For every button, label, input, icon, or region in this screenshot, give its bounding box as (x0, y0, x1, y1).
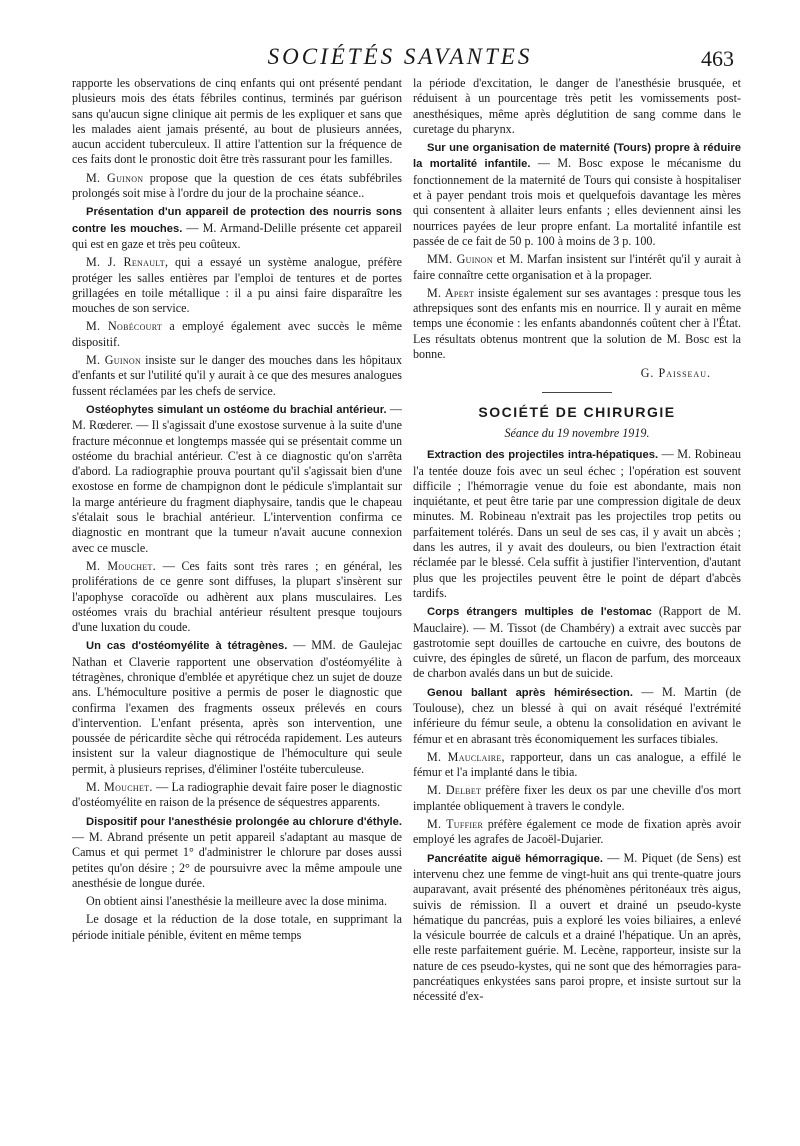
page-header (60, 40, 740, 80)
paragraph-text: — M. Robineau l'a tentée douze fois avec un seul échec ; l'opération est souvent difficile ; l'hémorragie venue du foie est abondante, mais non inquiétante, et peut être tarie par une compression digitale de deux minutes. M. Robineau n'extrait pas les projectiles trop petits ou parfaitement tolérés. Dans un seul de ses cas, il y avait un abcès ; dans les autres, il y avait des douleurs, ou bien l'extraction était réclamée par le blessé. Cela suffit à justifier l'intervention, d'autant plus que les projectiles peuvent être le point de départ d'abcès tardifs. (413, 447, 742, 600)
paragraph (72, 255, 402, 316)
speaker-name: M. J. Renault (86, 255, 165, 270)
paragraph-text: préfère également ce mode de fixation après avoir employé les agrafes de Jacoël-Dujarier. (413, 817, 741, 847)
paragraph (413, 286, 741, 362)
paragraph-text: Le dosage et la réduction de la dose totale, en supprimant la période initiale pénible, évitent en même temps (72, 912, 402, 942)
paragraph (72, 894, 402, 909)
paragraph (72, 638, 402, 777)
paragraph-text: — M. Armand-Delille présente cet appareil qui est en gaze et très peu coûteux. (72, 220, 402, 251)
paragraph (413, 76, 741, 137)
paragraph-text: — Ces faits sont très rares ; en général, les proliférations de ce genre sont diffuses, la plupart s'insèrent sur l'apophyse coracoïde ou adhèrent aux plans musculaires. Les ostéomes vrais du brachial antérieur résultent presque toujours d'une luxation du coude. (72, 558, 402, 635)
paragraph (413, 252, 741, 283)
paragraph-text: On obtient ainsi l'anesthésie la meilleure avec la dose minima. (86, 894, 388, 909)
section-title: SOCIÉTÉ DE CHIRURGIE (478, 403, 676, 420)
speaker-name: M. Delbet (427, 783, 482, 798)
left-column (72, 76, 402, 946)
paragraph-text: insiste sur le danger des mouches dans les hôpitaux d'enfants et sur l'utilité qu'il y aurait à ce que des mesures analogues fussent réclamées par les chefs de service. (72, 353, 402, 398)
section-divider (542, 392, 612, 393)
speaker-name: M. Mouchet. (86, 780, 153, 795)
speaker-name: M. Guinon (86, 170, 144, 185)
paragraph-text: — M. Bosc expose le mécanisme du fonctionnement de la maternité de Tours qui consiste à hospitaliser et à payer pendant trois mois et quelquefois davantage les mères qui consentent à allaiter leurs enfants ; elles deviennent ainsi les nourrices payées de leur propre enfant. La mortalité infantile est passée de ce fait de 50 p. 100 à moins de 3 p. 100. (413, 156, 741, 248)
paragraph-heading: Ostéophytes simulant un ostéome du brachial antérieur. (86, 403, 387, 416)
paragraph-text: — M. Rœderer. — Il s'agissait d'une exostose survenue à la suite d'une fracture méconnue et longtemps massée qui se présentait comme un ostéome du brachial antérieur. C'est à ce diagnostic qu'on s'arrêta d'abord. La radiographie prouva pourtant qu'il s'agissait bien d'une exostose en forme de champignon dont le pédicule s'implantait sur la marge antérieure du fragment diaphysaire, tandis que le chapeau s'étalait sous le brachial antérieur. L'intervention confirma ce diagnostic en montrant que la tumeur n'avait aucune connexion avec ce muscle. (72, 401, 402, 555)
seance-date: Séance du 19 novembre 1919. (504, 425, 650, 440)
speaker-name: M. Mauclaire (427, 749, 502, 764)
paragraph (72, 780, 402, 811)
right-column-bottom (413, 447, 741, 1004)
paragraph (413, 817, 741, 848)
paragraph-text: la période d'excitation, le danger de l'anesthésie brusquée, et réduisent à un pourcentage très petit les vomissements post-anesthésiques, même après déglutition de sang comme dans le curetage du pharynx. (413, 76, 741, 136)
paragraph-text: propose que la question de ces états subfébriles prolongés soit mise à l'ordre du jour de la prochaine séance.. (72, 170, 402, 201)
paragraph (72, 204, 402, 252)
speaker-name: M. Mouchet. (86, 558, 156, 573)
page-number: 463 (701, 46, 734, 71)
paragraph-text: rapporte les observations de cinq enfants qui ont présenté pendant plusieurs mois des états fébriles continus, terminés par guérison sans qu'aucun signe clinique ait permis de les expliquer et sans que les malades aient jamais présenté, au bout de plusieurs années, aucun accident tuberculeux. Il attire l'attention sur la fréquence de ces faits dont le pronostic doit être très rassurant pour les familles. (72, 76, 402, 167)
paragraph (72, 171, 402, 202)
paragraph-text: — M. Abrand présente un petit appareil s'adaptant au masque de Camus et qui permet 1° d'administrer le chlorure par doses aussi petites qu'on désire ; 2° de poursuivre avec la même ampoule une anesthésie de longue durée. (72, 829, 402, 890)
paragraph (413, 140, 741, 249)
paragraph (413, 851, 741, 1005)
paragraph-text: — M. Martin (de Toulouse), chez un blessé à qui on avait réséqué l'extrémité inférieure du fémur seule, a obtenu la consolidation en avivant le fémur et en abrasant très économiquement les surfaces tibiales. (413, 684, 742, 746)
paragraph-heading: Pancréatite aiguë hémorragique. (427, 852, 603, 865)
speaker-name: M. Nobécourt (86, 319, 163, 334)
paragraph (413, 783, 741, 814)
paragraph-heading: Sur une organisation de maternité (Tours) propre à réduire la mortalité infantile. (413, 142, 741, 171)
paragraph-text: , rapporteur, dans un cas analogue, a effilé le fémur et l'a implanté dans le tibia. (413, 749, 741, 780)
paragraph (413, 750, 741, 781)
paragraph (72, 76, 402, 168)
paragraph (413, 447, 741, 601)
speaker-name: MM. Guinon (427, 252, 493, 267)
paragraph (72, 559, 402, 635)
paragraph-heading: Présentation d'un appareil de protection des nourris sons contre les mouches. (72, 206, 402, 235)
paragraph-heading: Corps étrangers multiples de l'estomac (427, 606, 652, 619)
paragraph (72, 402, 402, 556)
paragraph (72, 912, 402, 943)
paragraph (413, 685, 741, 747)
paragraph-text: , qui a essayé un système analogue, préfère protéger les salles entières par l'emploi de tentures et de portes grillagées en toile métallique : il a pu ainsi faire disparaître les mouches de son service. (72, 255, 402, 316)
paragraph-text: — La radiographie devait faire poser le diagnostic d'ostéomyélite en raison de la présence de séquestres apparents. (72, 780, 403, 810)
speaker-name: M. Tuffier (427, 817, 484, 832)
paragraph-text: a employé également avec succès le même dispositif. (72, 319, 402, 349)
paragraph-text: préfère fixer les deux os par une cheville d'os mort implantée obliquement à travers le condyle. (413, 783, 741, 813)
paragraph (413, 604, 741, 681)
right-column (413, 76, 741, 1008)
paragraph-text: insiste également sur ses avantages : presque tous les athrepsiques sont des enfants mis en nourrice. Il y aurait en même temps une économie : les enfants abandonnés coûtent cher à l'État. Les résultats obtenus montrent que la solution de M. Bosc est la bonne. (413, 285, 741, 362)
speaker-name: M. Apert (427, 285, 475, 300)
paragraph-heading: Extraction des projectiles intra-hépatiques. (427, 449, 659, 462)
paragraph-text: (Rapport de M. Mauclaire). — M. Tissot (de Chambéry) a extrait avec succès par gastrotomie sept douilles de cartouche en cuivre, des boutons de cuivre, des épingles de sûreté, un flacon de parfum, des morceaux de charbon avalés dans un but de suicide. (413, 604, 741, 681)
speaker-name: M. Guinon (86, 353, 142, 368)
paragraph-text: et M. Marfan insistent sur l'intérêt qu'il y aurait à faire connaître cette organisation et à la propager. (413, 252, 742, 282)
paragraph (72, 319, 402, 350)
paragraph (72, 353, 402, 399)
paragraph-heading: Genou ballant après hémirésection. (427, 686, 633, 699)
signature: G. Paisseau. (640, 366, 711, 381)
running-title: SOCIÉTÉS SAVANTES (267, 44, 533, 69)
paragraph-text: — M. Piquet (de Sens) est intervenu chez une femme de vingt-huit ans qui trente-quatre jours auparavant, avait présenté des phénomènes péritonéaux très aigus, suivis de rémission. Il a ouvert et drainé un pseudo-kyste hématique du pancréas, puis a exploré les voies biliaires, a enlevé la vésicule bourrée de calculs et a drainé l'hépatique. Un an après, elle reste parfaitement guérie. M. Lecène, rapporteur, insiste sur la nature de ces pseudo-kystes, qui ne sont que des hémorragies para-pancréatiques enkystées sans paroi propre, et insiste surtout sur la nécessité d'ex- (413, 850, 742, 1004)
paragraph-heading: Dispositif pour l'anesthésie prolongée au chlorure d'éthyle. (86, 815, 402, 828)
right-column-top (413, 76, 741, 362)
paragraph-text: — MM. de Gaulejac Nathan et Claverie rapportent une observation d'ostéomyélite à tétragènes, chronique d'emblée et apyrétique chez un sujet de douze ans. L'hémoculture positive a permis de poser le diagnostic que confirma l'examen des fragments osseux prélevés en cours d'intervention. L'enfant présenta, après son intervention, une poussée de péricardite sèche qui rétrocéda rapidement. Les auteurs insistent sur la valeur diagnostique de l'hémoculture qui seule permit, à plusieurs reprises, d'éliminer l'ostéite tuberculeuse. (72, 638, 403, 776)
paragraph (72, 814, 402, 891)
paragraph-heading: Un cas d'ostéomyélite à tétragènes. (86, 640, 288, 653)
